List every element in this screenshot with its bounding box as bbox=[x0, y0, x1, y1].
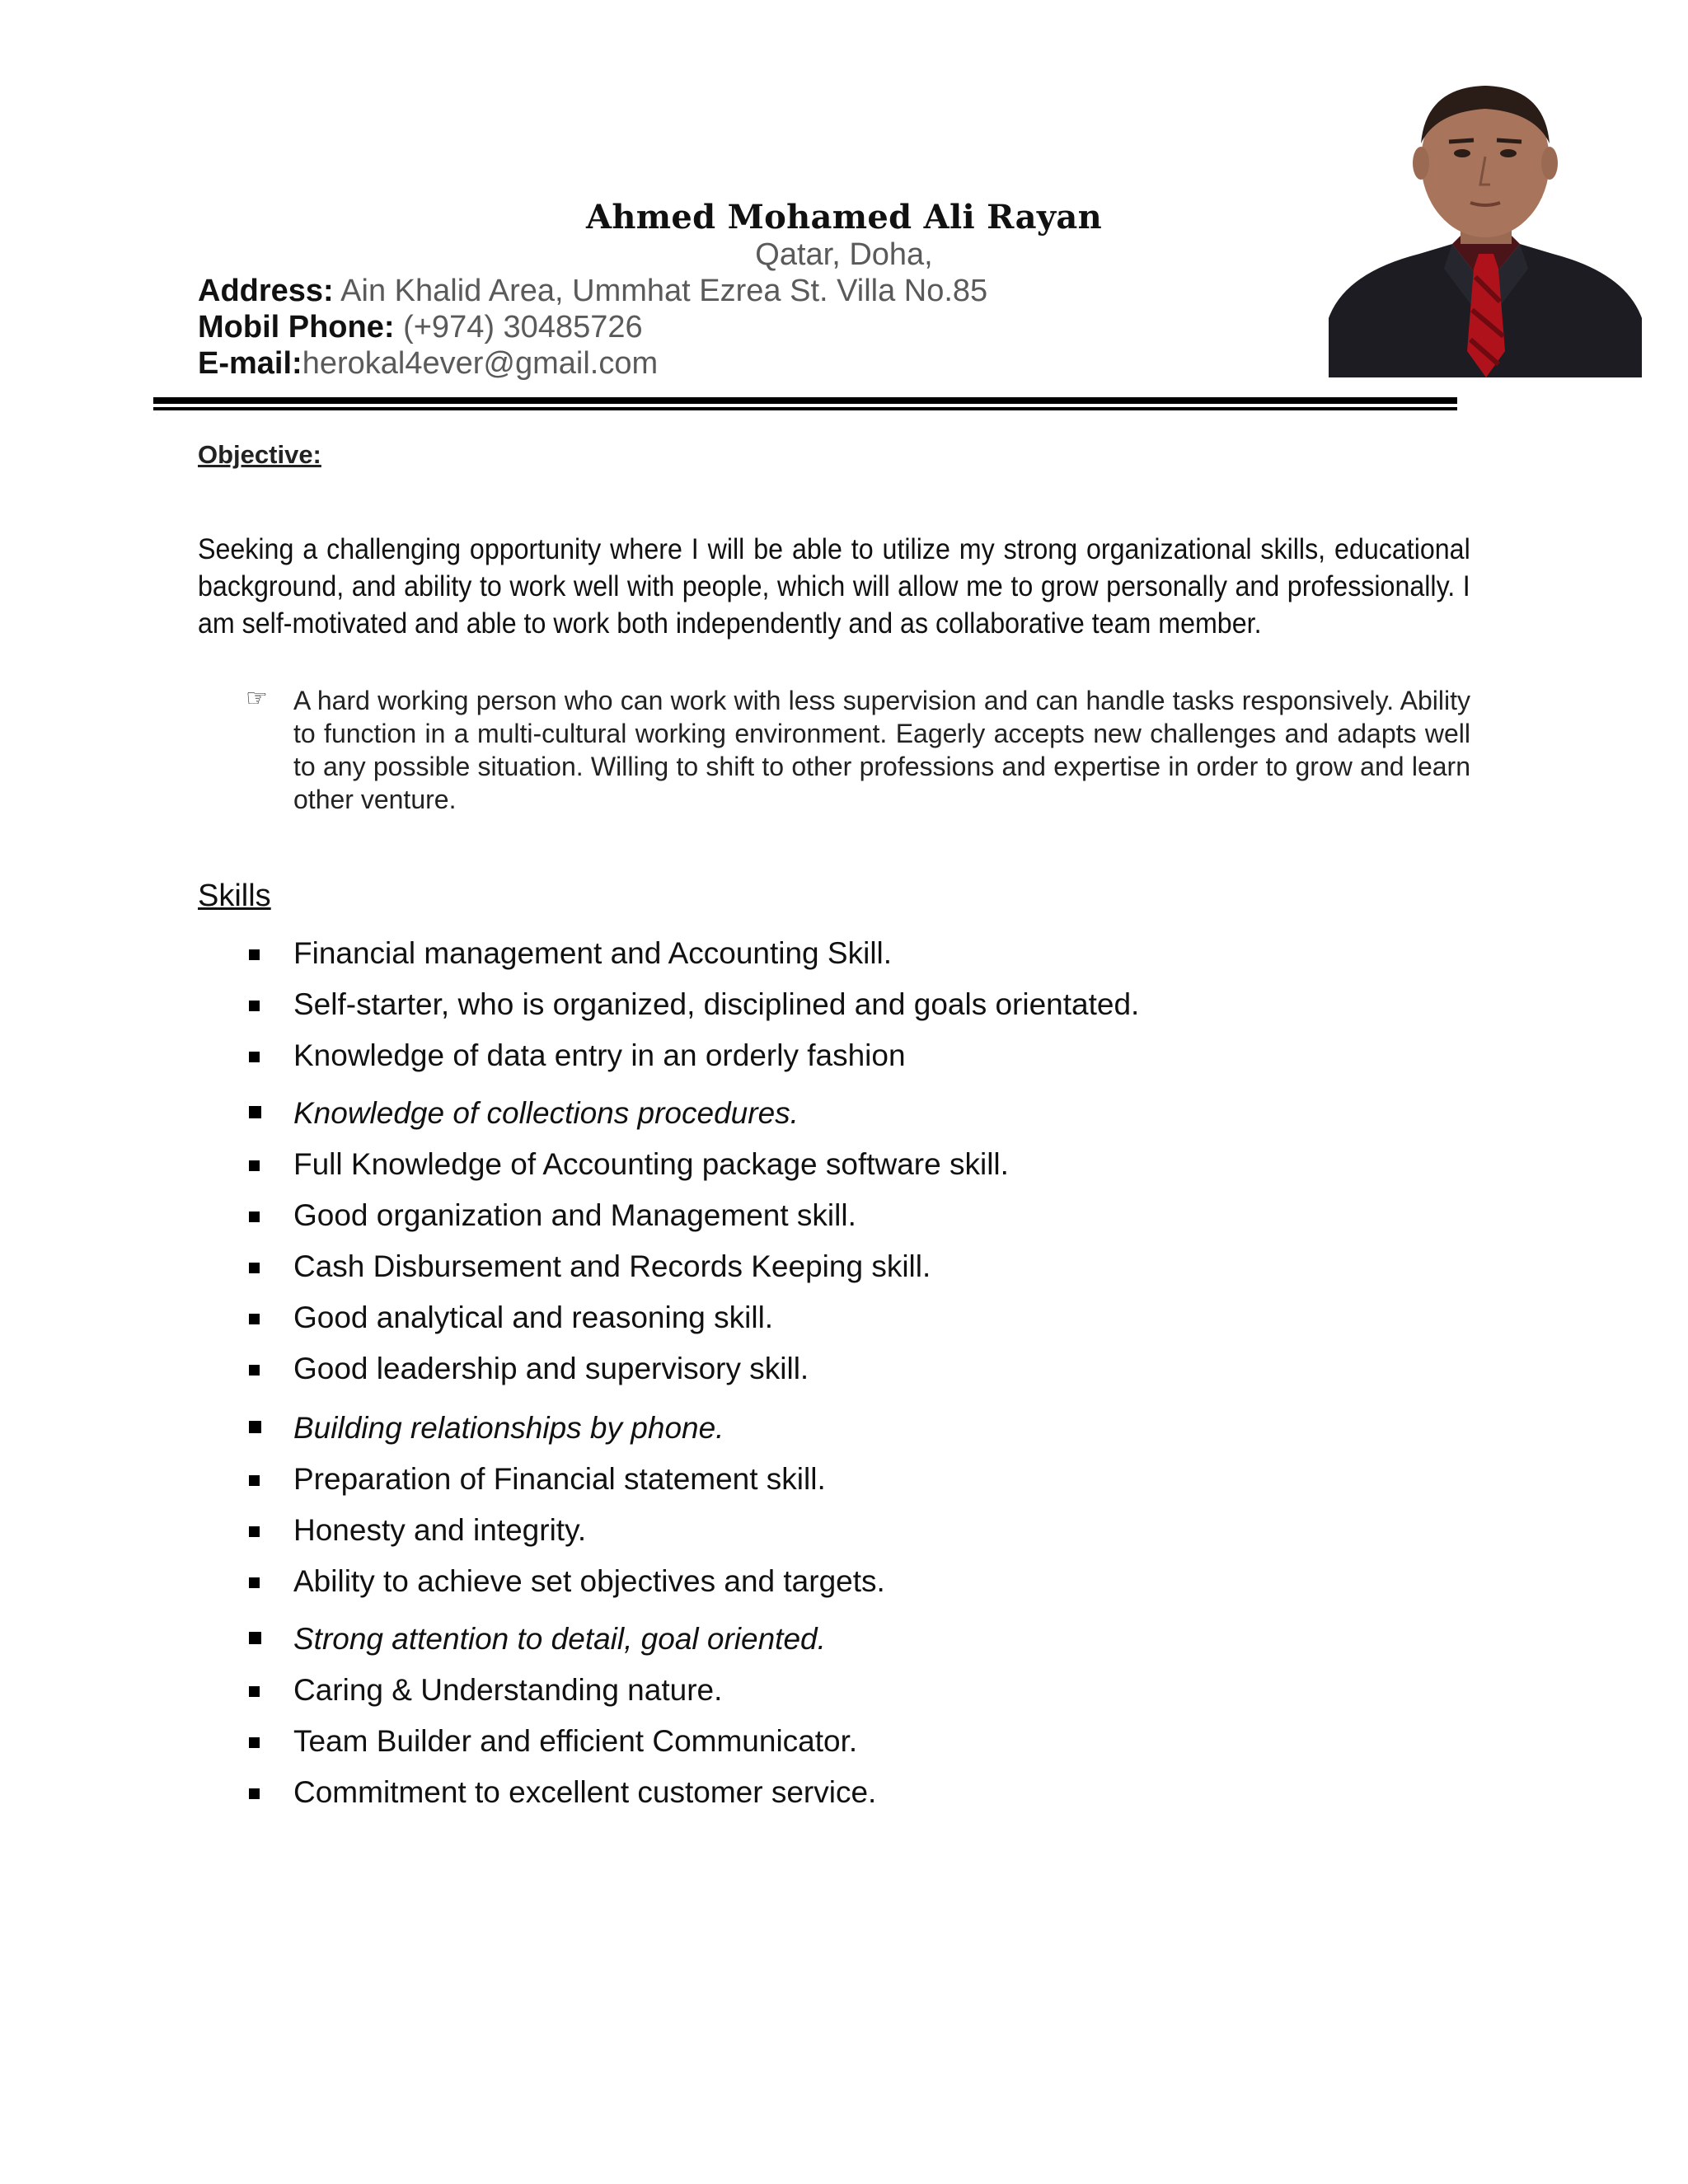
skill-item bbox=[0, 1297, 1401, 1343]
square-bullet-icon bbox=[249, 1263, 260, 1273]
address-value: Ain Khalid Area, Ummhat Ezrea St. Villa No.85 bbox=[333, 274, 988, 308]
profile-photo bbox=[1329, 71, 1642, 377]
skill-text: Strong attention to detail, goal oriented. bbox=[293, 1622, 826, 1656]
square-bullet-icon bbox=[249, 1421, 261, 1433]
header-divider-thin bbox=[153, 407, 1457, 410]
skill-text: Good organization and Management skill. bbox=[293, 1198, 856, 1232]
square-bullet-icon bbox=[249, 949, 260, 960]
skill-text: Team Builder and efficient Communicator. bbox=[293, 1724, 858, 1758]
skill-item bbox=[0, 1144, 1401, 1190]
phone-line bbox=[198, 310, 643, 345]
skill-item bbox=[0, 1561, 1401, 1607]
skill-text: Full Knowledge of Accounting package software skill. bbox=[293, 1147, 1009, 1181]
skill-text: Knowledge of data entry in an orderly fashion bbox=[293, 1038, 906, 1072]
skill-text: Caring & Understanding nature. bbox=[293, 1673, 723, 1707]
square-bullet-icon bbox=[249, 1314, 260, 1324]
skill-item bbox=[0, 1772, 1401, 1818]
profile-photo-illustration bbox=[1329, 71, 1642, 377]
square-bullet-icon bbox=[249, 1686, 260, 1697]
square-bullet-icon bbox=[249, 1788, 260, 1799]
email-label: E-mail: bbox=[198, 346, 302, 381]
square-bullet-icon bbox=[249, 1526, 260, 1537]
skill-item bbox=[0, 1459, 1401, 1505]
skill-text: Good leadership and supervisory skill. bbox=[293, 1352, 809, 1385]
square-bullet-icon bbox=[249, 1632, 261, 1644]
skill-item bbox=[0, 1348, 1401, 1394]
square-bullet-icon bbox=[249, 1106, 261, 1118]
skill-item bbox=[0, 1721, 1401, 1767]
square-bullet-icon bbox=[249, 1001, 260, 1011]
square-bullet-icon bbox=[249, 1052, 260, 1062]
skill-text: Knowledge of collections procedures. bbox=[293, 1096, 799, 1130]
candidate-name: Ahmed Mohamed Ali Rayan bbox=[586, 198, 1102, 237]
skill-text: Honesty and integrity. bbox=[293, 1513, 587, 1547]
email-line bbox=[198, 346, 658, 382]
square-bullet-icon bbox=[249, 1212, 260, 1222]
square-bullet-icon bbox=[249, 1737, 260, 1748]
skill-text: Financial management and Accounting Skill. bbox=[293, 936, 893, 970]
skill-text: Preparation of Financial statement skill. bbox=[293, 1462, 826, 1496]
skill-text: Good analytical and reasoning skill. bbox=[293, 1301, 774, 1334]
skills-heading: Skills bbox=[198, 879, 271, 913]
candidate-location: Qatar, Doha, bbox=[755, 237, 933, 272]
pointing-hand-icon: ☞ bbox=[246, 685, 268, 712]
objective-heading: Objective: bbox=[198, 440, 321, 469]
skill-item bbox=[0, 933, 1401, 979]
square-bullet-icon bbox=[249, 1577, 260, 1588]
skill-text: Cash Disbursement and Records Keeping skill. bbox=[293, 1249, 931, 1283]
objective-bullet-text: A hard working person who can work with less supervision and can handle tasks responsively. Ability to function in a multi-cultural working environment. Eagerly accepts new challenges and adapts well to any possible situation. Willing to shift to other professions and expertise in order to grow and learn other venture. bbox=[293, 686, 1470, 814]
skill-text: Building relationships by phone. bbox=[293, 1411, 724, 1445]
square-bullet-icon bbox=[249, 1365, 260, 1376]
phone-value: (+974) 30485726 bbox=[394, 310, 643, 344]
skill-item bbox=[0, 1670, 1401, 1716]
skill-item bbox=[0, 1195, 1401, 1241]
square-bullet-icon bbox=[249, 1160, 260, 1171]
address-label: Address: bbox=[198, 274, 334, 308]
email-value: herokal4ever@gmail.com bbox=[302, 346, 659, 381]
address-line bbox=[198, 274, 987, 309]
skill-text: Commitment to excellent customer service. bbox=[293, 1775, 877, 1809]
header-divider-thick bbox=[153, 397, 1457, 404]
skill-item bbox=[0, 1035, 1401, 1081]
skill-item bbox=[0, 1408, 1401, 1454]
skill-item bbox=[0, 1510, 1401, 1556]
skill-item bbox=[0, 1619, 1401, 1665]
skill-item bbox=[0, 1246, 1401, 1292]
skill-text: Self-starter, who is organized, disciplined and goals orientated. bbox=[293, 987, 1140, 1021]
square-bullet-icon bbox=[249, 1475, 260, 1486]
skill-item bbox=[0, 1093, 1401, 1139]
skill-text: Ability to achieve set objectives and targets. bbox=[293, 1564, 885, 1598]
phone-label: Mobil Phone: bbox=[198, 310, 395, 344]
objective-paragraph: Seeking a challenging opportunity where I will be able to utilize my strong organizational skills, educational background, and ability to work well with people, which will allow me to grow personally and professionally. I am self-motivated and able to work both independently and as collaborative team member. bbox=[198, 533, 1470, 640]
skill-item bbox=[0, 984, 1401, 1030]
